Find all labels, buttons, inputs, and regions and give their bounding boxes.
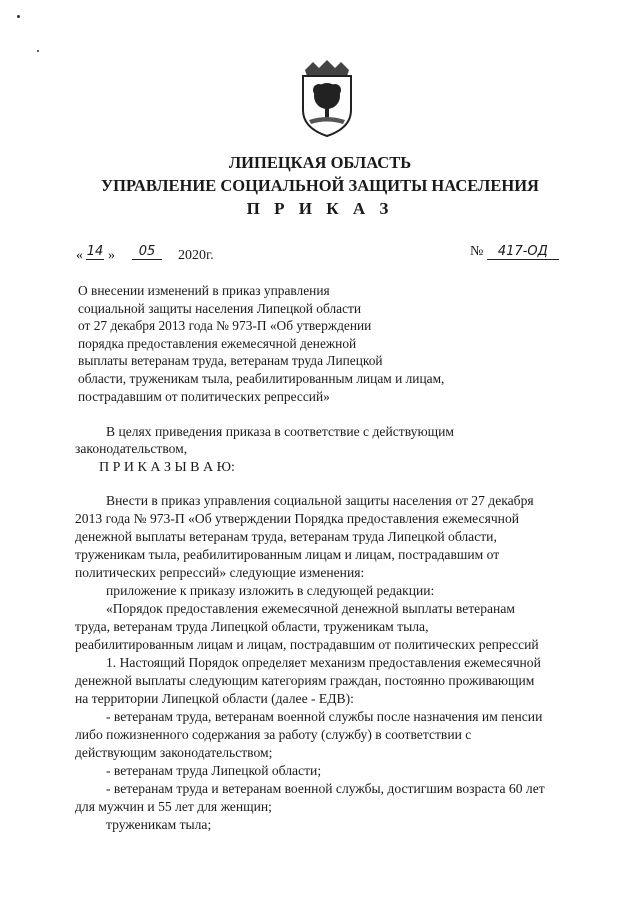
order-subject [78, 282, 498, 405]
subject-line: порядка предоставления ежемесячной денежной [78, 335, 357, 351]
document-type-title: П Р И К А З [246, 199, 394, 218]
document-number [470, 244, 559, 260]
date-year: 2020г. [178, 248, 214, 263]
scan-speck [37, 50, 39, 52]
body-line: труда, ветеранам труда Липецкой области, труженикам тыла, [75, 619, 429, 634]
subject-line: от 27 декабря 2013 года № 973-П «Об утверждении [78, 318, 372, 334]
department-title: УПРАВЛЕНИЕ СОЦИАЛЬНОЙ ЗАЩИТЫ НАСЕЛЕНИЯ [101, 176, 539, 195]
subject-line: области, труженикам тыла, реабилитированным лицам и лицам, [78, 370, 445, 386]
preamble-line: В целях приведения приказа в соответствие с действующим [106, 424, 454, 439]
body-line: действующим законодательством; [75, 745, 273, 760]
date-day: 14 [86, 244, 104, 259]
date-close-quote: » [108, 248, 115, 263]
body-line: либо пожизненного содержания за работу (службу) в соответствии с [75, 727, 472, 742]
scan-speck [17, 15, 20, 18]
subject-line: О внесении изменений в приказ управления [78, 283, 330, 298]
number-value: 417-ОД [487, 244, 559, 260]
date-open-quote: « [76, 248, 83, 263]
date-month: 05 [132, 244, 162, 260]
body-line: - ветеранам труда и ветеранам военной службы, достигшим возраста 60 лет [106, 781, 545, 796]
subject-line: пострадавшим от политических репрессий» [78, 388, 330, 404]
body-line: «Порядок предоставления ежемесячной денежной выплаты ветеранам [106, 601, 515, 616]
body-line: для мужчин и 55 лет для женщин; [75, 799, 272, 814]
body-line: - ветеранам труда, ветеранам военной службы после назначения им пенсии [106, 709, 543, 724]
body-line: Внести в приказ управления социальной защиты населения от 27 декабря [106, 493, 534, 508]
body-line: денежной выплаты следующим категориям граждан, постоянно проживающим [75, 673, 535, 688]
body-line: 2013 года № 973-П «Об утверждении Порядка предоставления ежемесячной [75, 511, 520, 526]
number-prefix: № [470, 244, 484, 259]
body-line: реабилитированным лицам и лицам, пострадавшим от политических репрессий [75, 637, 539, 652]
subject-line: выплаты ветеранам труда, ветеранам труда Липецкой [78, 353, 383, 369]
body-line: денежной выплаты ветеранам труда, ветеранам труда Липецкой области, [75, 529, 497, 544]
body-line: - ветеранам труда Липецкой области; [106, 763, 322, 778]
body-line: труженикам тыла; [106, 817, 212, 832]
subject-line: социальной защиты населения Липецкой области [78, 300, 362, 316]
body-line: труженикам тыла, реабилитированным лицам и лицам, пострадавшим от [75, 547, 500, 562]
order-word: П Р И К А З Ы В А Ю: [99, 460, 235, 475]
body-line: 1. Настоящий Порядок определяет механизм предоставления ежемесячной [106, 655, 541, 670]
coat-of-arms-icon [295, 56, 359, 140]
body-line: на территории Липецкой области (далее - ЕДВ): [75, 691, 354, 706]
body-line: приложение к приказу изложить в следующей редакции: [106, 583, 435, 598]
region-title: ЛИПЕЦКАЯ ОБЛАСТЬ [228, 153, 412, 172]
body-line: политических репрессий» следующие изменения: [75, 565, 365, 580]
preamble-line: законодательством, [75, 441, 188, 456]
